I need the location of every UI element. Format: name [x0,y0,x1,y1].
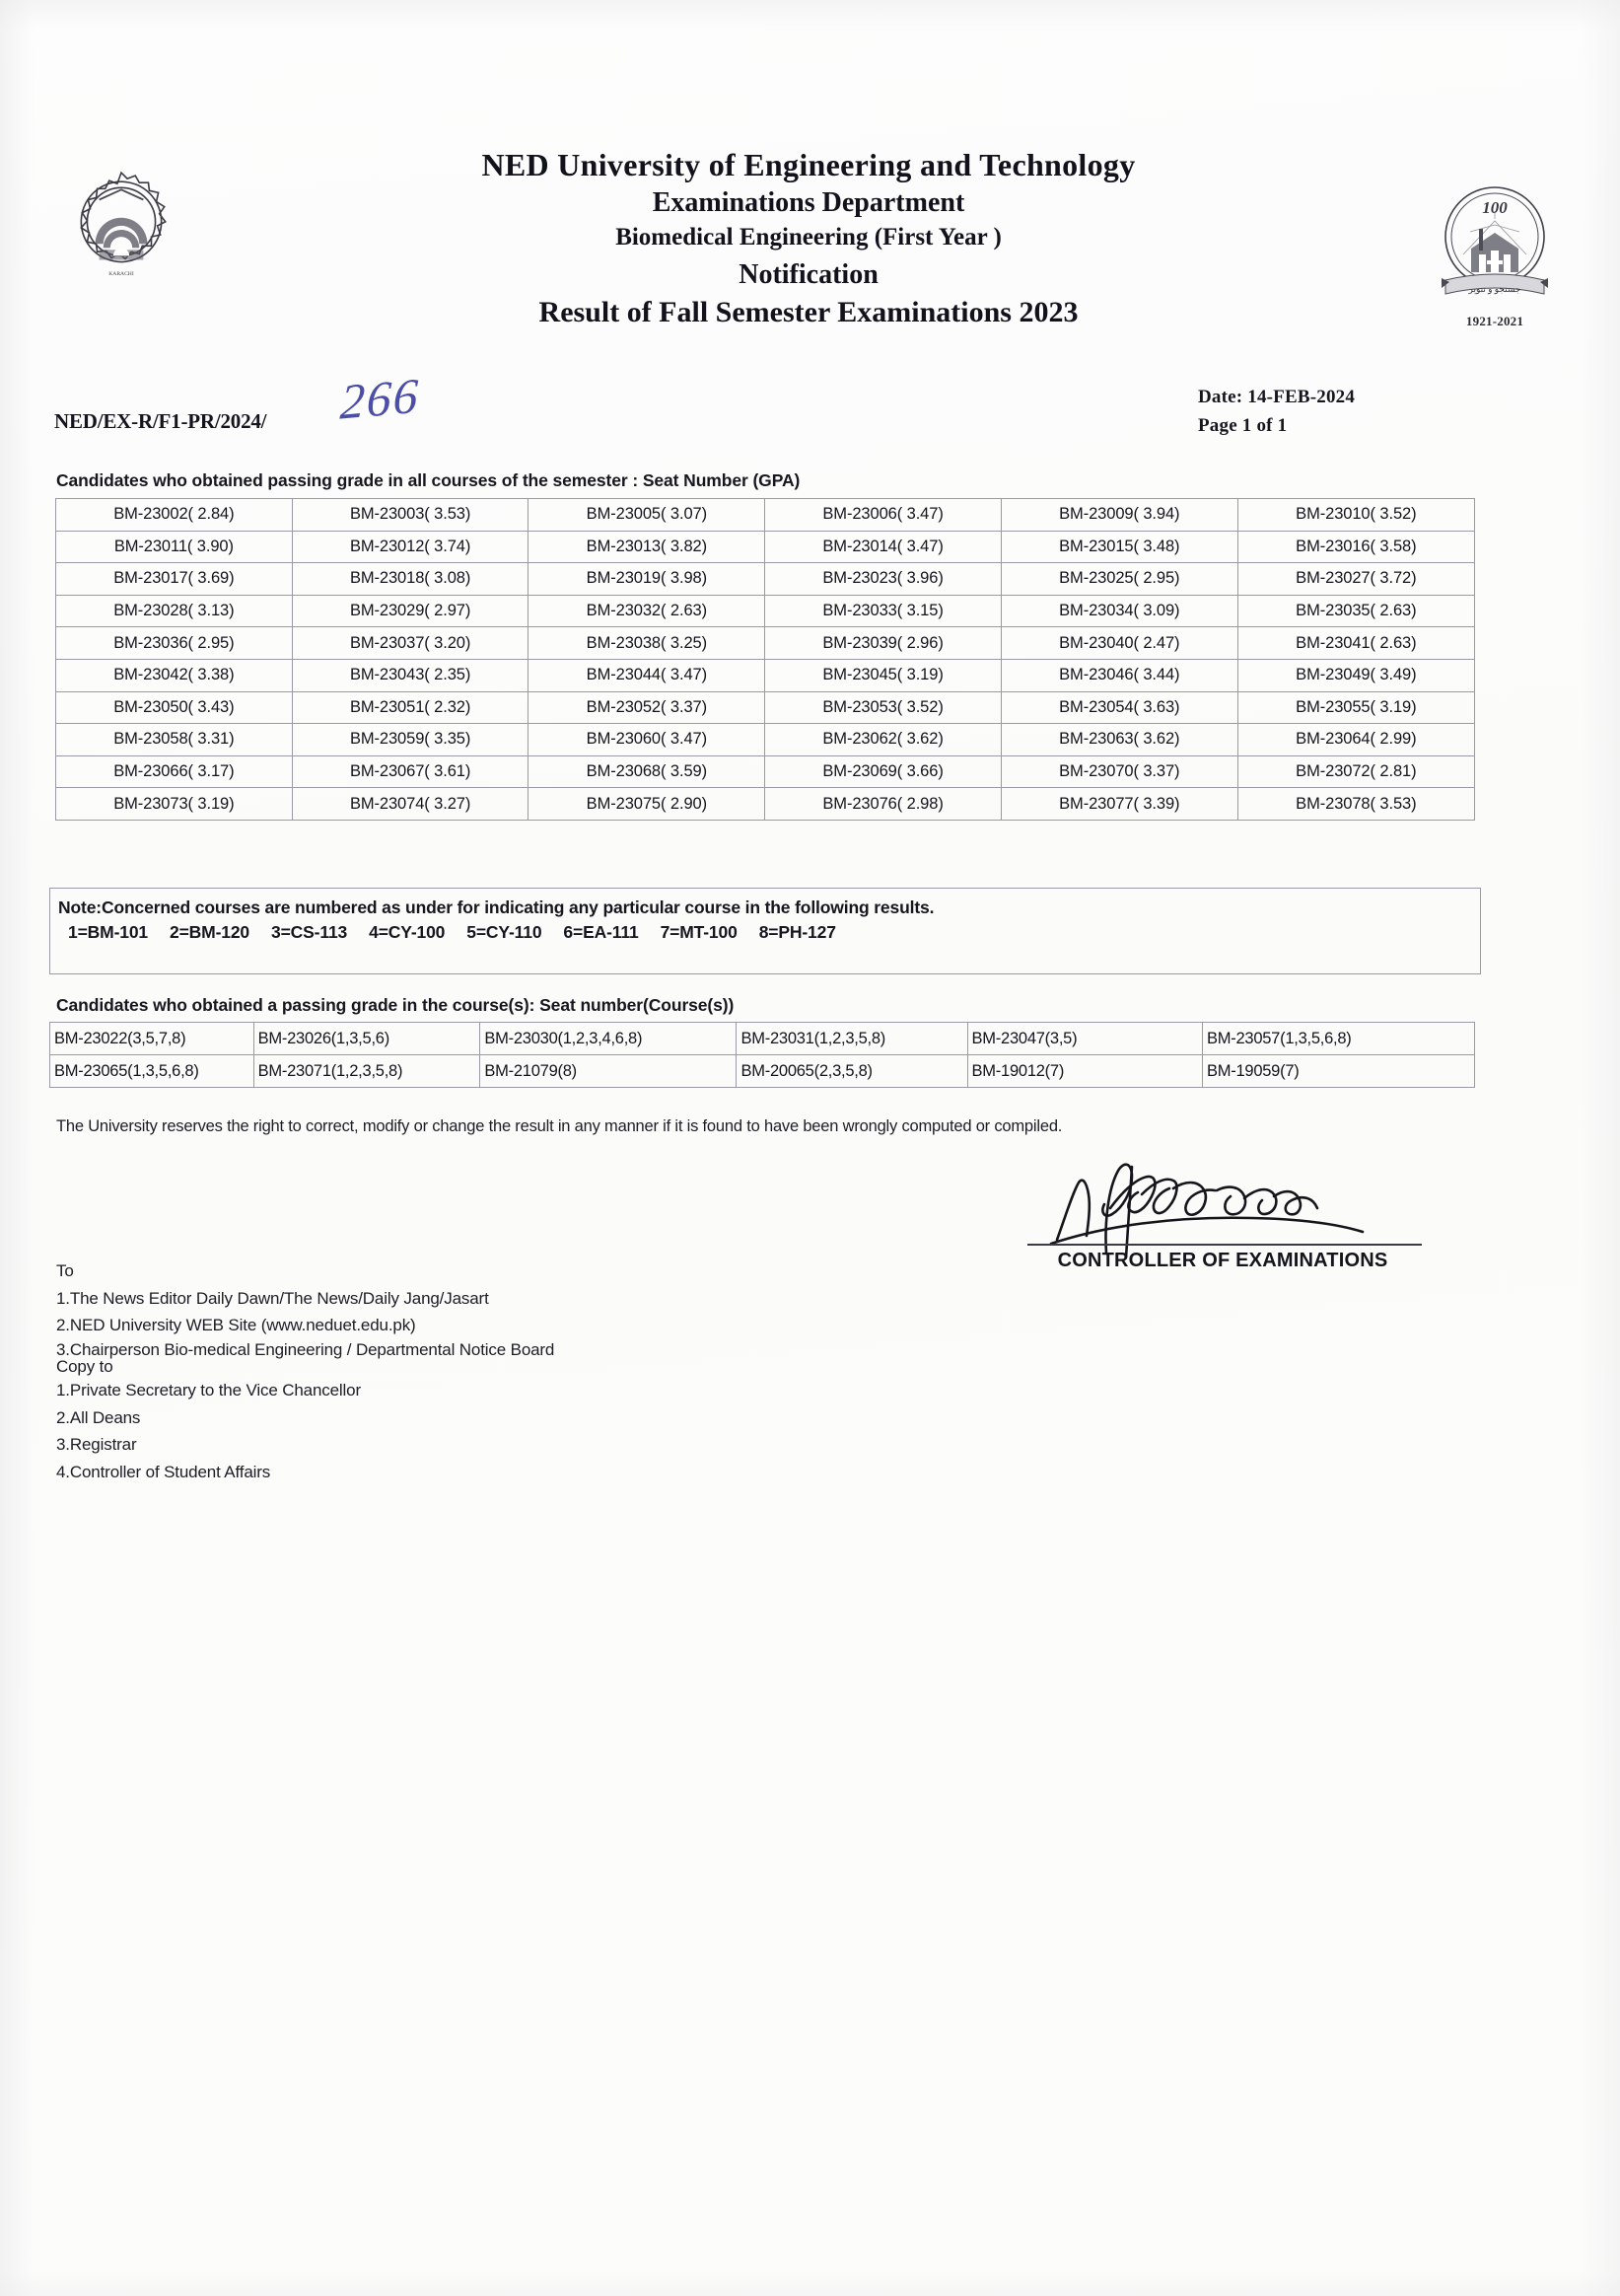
gpa-cell: BM-23027( 3.72) [1237,563,1474,596]
svg-text:جستجو و تنویر: جستجو و تنویر [1468,284,1521,294]
gpa-cell: BM-23050( 3.43) [56,691,293,724]
gpa-results-table [55,498,1475,821]
gpa-cell: BM-23011( 3.90) [56,531,293,563]
gpa-cell: BM-23059( 3.35) [292,724,528,756]
table-row [56,595,1475,627]
gpa-cell: BM-23055( 3.19) [1237,691,1474,724]
course-code-item: 7=MT-100 [660,922,738,943]
gpa-cell: BM-23025( 2.95) [1001,563,1237,596]
copy-item: 4.Controller of Student Affairs [56,1462,271,1481]
gpa-cell: BM-23053( 3.52) [765,691,1002,724]
course-section-caption: Candidates who obtained a passing grade in the course(s): Seat number(Course(s)) [56,995,735,1015]
gpa-cell: BM-23074( 3.27) [292,788,528,821]
table-row [56,563,1475,596]
document-meta [1198,383,1355,441]
distribution-copy-label: Copy to [56,1356,113,1376]
course-cell: BM-23026(1,3,5,6) [253,1023,480,1055]
gpa-cell: BM-23064( 2.99) [1237,724,1474,756]
course-cell: BM-23047(3,5) [967,1023,1202,1055]
copy-item: 1.Private Secretary to the Vice Chancellor [56,1381,361,1400]
ned-university-crest-icon [61,170,181,290]
gpa-cell: BM-23019( 3.98) [528,563,765,596]
gpa-cell: BM-23072( 2.81) [1237,755,1474,788]
course-code-item: 6=EA-111 [563,922,639,943]
disclaimer-text: The University reserves the right to correct, modify or change the result in any manner if it is found to have been wrongly computed or compiled. [56,1117,1063,1135]
gpa-cell: BM-23018( 3.08) [292,563,528,596]
reference-handwritten-number: 266 [338,367,422,430]
course-code-item: 4=CY-100 [369,922,446,943]
course-cell: BM-23065(1,3,5,6,8) [50,1055,254,1088]
gpa-cell: BM-23013( 3.82) [528,531,765,563]
gpa-cell: BM-23009( 3.94) [1001,499,1237,532]
gpa-cell: BM-23076( 2.98) [765,788,1002,821]
distribution-item: 3.Chairperson Bio-medical Engineering / Departmental Notice Board [56,1339,555,1359]
course-cell: BM-23022(3,5,7,8) [50,1023,254,1055]
gpa-cell: BM-23028( 3.13) [56,595,293,627]
signature-title: CONTROLLER OF EXAMINATIONS [1057,1250,1388,1271]
gpa-cell: BM-23041( 2.63) [1237,627,1474,660]
scan-edge-bottom [0,2270,1620,2296]
gpa-cell: BM-23060( 3.47) [528,724,765,756]
gpa-cell: BM-23067( 3.61) [292,755,528,788]
gpa-cell: BM-23068( 3.59) [528,755,765,788]
gpa-cell: BM-23045( 3.19) [765,659,1002,691]
gpa-cell: BM-23005( 3.07) [528,499,765,532]
gpa-cell: BM-23023( 3.96) [765,563,1002,596]
page-number: Page 1 of 1 [1198,415,1288,437]
gpa-cell: BM-23010( 3.52) [1237,499,1474,532]
handwritten-signature-icon [1016,1149,1430,1257]
course-numbering-note [49,888,1481,974]
gpa-cell: BM-23077( 3.39) [1001,788,1237,821]
gpa-cell: BM-23035( 2.63) [1237,595,1474,627]
course-code-item: 2=BM-120 [170,922,249,943]
document-type: Notification [739,258,879,290]
gpa-cell: BM-23032( 2.63) [528,595,765,627]
table-row [56,659,1475,691]
gpa-section-caption: Candidates who obtained passing grade in all courses of the semester : Seat Number (GPA) [56,470,801,490]
university-name: NED University of Engineering and Technology [481,147,1136,182]
copy-item: 3.Registrar [56,1435,137,1455]
course-code-item: 8=PH-127 [758,922,836,943]
gpa-cell: BM-23014( 3.47) [765,531,1002,563]
svg-text:KARACHI: KARACHI [108,270,134,277]
table-row [50,1023,1475,1055]
course-code-item: 5=CY-110 [466,922,542,943]
gpa-cell: BM-23073( 3.19) [56,788,293,821]
document-subject: Result of Fall Semester Examinations 2023 [538,296,1079,329]
gpa-cell: BM-23044( 3.47) [528,659,765,691]
gpa-cell: BM-23017( 3.69) [56,563,293,596]
gpa-cell: BM-23066( 3.17) [56,755,293,788]
course-results-table [49,1022,1475,1088]
gpa-cell: BM-23038( 3.25) [528,627,765,660]
ned-centenary-seal-icon [1436,178,1554,316]
gpa-cell: BM-23012( 3.74) [292,531,528,563]
course-code-legend [58,920,1480,945]
seal-centenary-years: 1921-2021 [1465,314,1524,328]
gpa-cell: BM-23034( 3.09) [1001,595,1237,627]
table-row [56,499,1475,532]
gpa-cell: BM-23002( 2.84) [56,499,293,532]
gpa-cell: BM-23054( 3.63) [1001,691,1237,724]
scan-edge-top [0,0,1620,30]
gpa-cell: BM-23029( 2.97) [292,595,528,627]
course-cell: BM-23030(1,2,3,4,6,8) [480,1023,737,1055]
title-block [197,148,1420,328]
gpa-cell: BM-23036( 2.95) [56,627,293,660]
course-cell: BM-23031(1,2,3,5,8) [737,1023,967,1055]
svg-text:100: 100 [1482,198,1508,217]
course-cell: BM-23057(1,3,5,6,8) [1202,1023,1474,1055]
gpa-cell: BM-23078( 3.53) [1237,788,1474,821]
gpa-cell: BM-23039( 2.96) [765,627,1002,660]
department-name: Examinations Department [652,186,965,218]
note-text: Note:Concerned courses are numbered as under for indicating any particular course in the following results. [58,897,935,917]
signature-rule [1027,1244,1422,1246]
document-date: Date: 14-FEB-2024 [1198,387,1356,407]
gpa-cell: BM-23063( 3.62) [1001,724,1237,756]
gpa-cell: BM-23052( 3.37) [528,691,765,724]
course-cell: BM-20065(2,3,5,8) [737,1055,967,1088]
gpa-cell: BM-23075( 2.90) [528,788,765,821]
table-row [56,724,1475,756]
signature-block [1016,1149,1430,1277]
table-row [56,691,1475,724]
reference-number: NED/EX-R/F1-PR/2024/ [54,409,267,433]
table-row [56,531,1475,563]
gpa-cell: BM-23015( 3.48) [1001,531,1237,563]
gpa-cell: BM-23003( 3.53) [292,499,528,532]
gpa-cell: BM-23051( 2.32) [292,691,528,724]
table-row [50,1055,1475,1088]
table-row [56,627,1475,660]
table-row [56,755,1475,788]
copy-item: 2.All Deans [56,1407,141,1427]
gpa-cell: BM-23049( 3.49) [1237,659,1474,691]
gpa-cell: BM-23037( 3.20) [292,627,528,660]
gpa-cell: BM-23069( 3.66) [765,755,1002,788]
course-cell: BM-23071(1,2,3,5,8) [253,1055,480,1088]
distribution-list [56,1257,554,1485]
distribution-item: 2.NED University WEB Site (www.neduet.edu.pk) [56,1316,416,1335]
course-cell: BM-21079(8) [480,1055,737,1088]
distribution-to-label: To [56,1261,74,1280]
gpa-cell: BM-23043( 2.35) [292,659,528,691]
course-cell: BM-19012(7) [967,1055,1202,1088]
gpa-cell: BM-23040( 2.47) [1001,627,1237,660]
gpa-cell: BM-23070( 3.37) [1001,755,1237,788]
table-row [56,788,1475,821]
document-header [0,148,1620,404]
course-cell: BM-19059(7) [1202,1055,1474,1088]
course-code-item: 3=CS-113 [271,922,348,943]
gpa-cell: BM-23062( 3.62) [765,724,1002,756]
gpa-cell: BM-23033( 3.15) [765,595,1002,627]
gpa-cell: BM-23046( 3.44) [1001,659,1237,691]
gpa-cell: BM-23006( 3.47) [765,499,1002,532]
gpa-cell: BM-23042( 3.38) [56,659,293,691]
gpa-cell: BM-23016( 3.58) [1237,531,1474,563]
distribution-item: 1.The News Editor Daily Dawn/The News/Daily Jang/Jasart [56,1288,489,1308]
gpa-cell: BM-23058( 3.31) [56,724,293,756]
program-name: Biomedical Engineering (First Year ) [615,223,1002,251]
course-code-item: 1=BM-101 [68,922,148,943]
